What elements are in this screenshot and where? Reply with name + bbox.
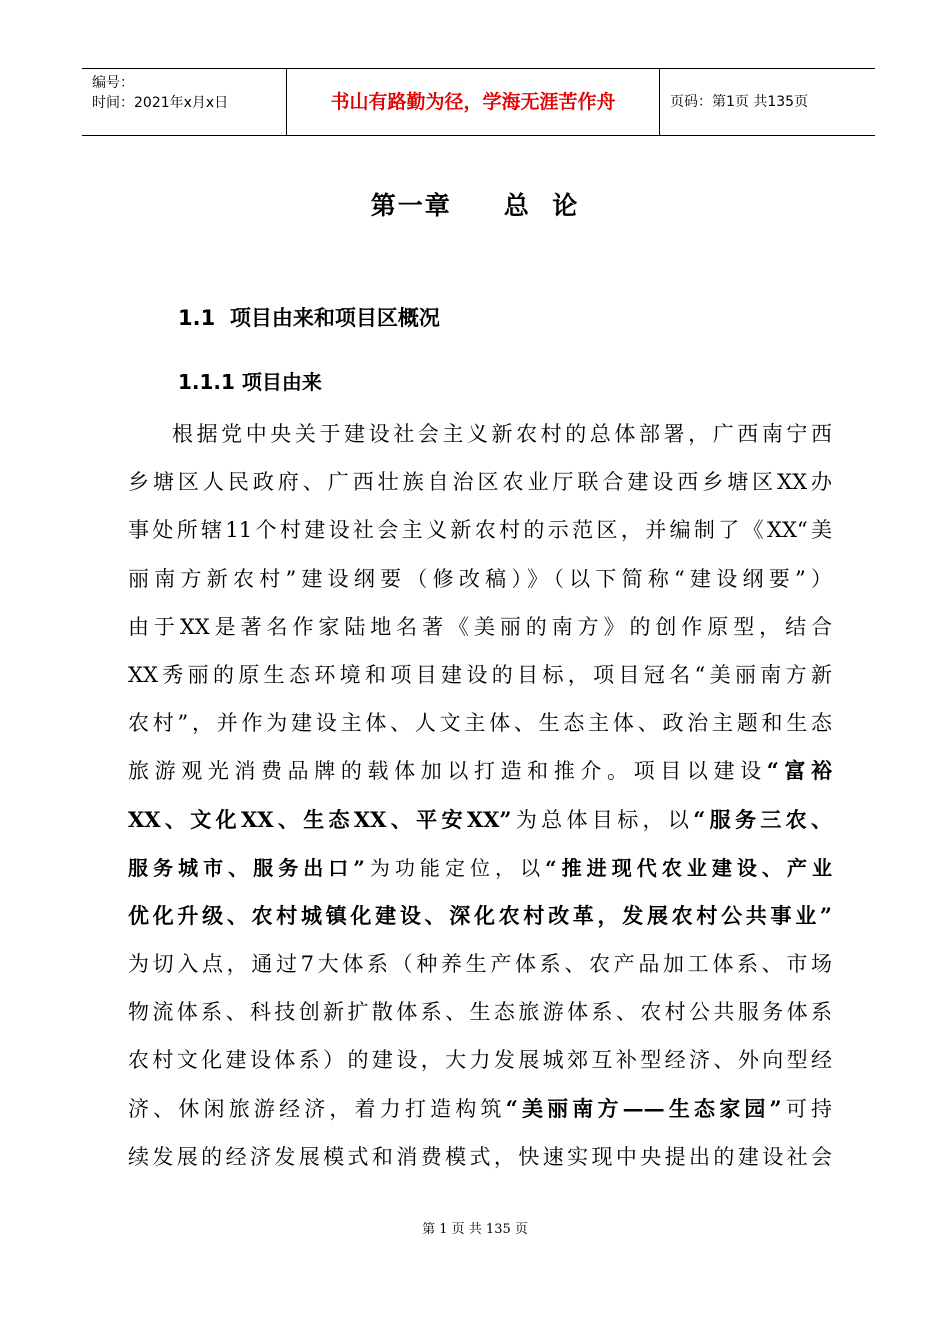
- body-line: 物流体系、科技创新扩散体系、生态旅游体系、农村公共服务体系: [128, 1000, 832, 1025]
- section-heading-1-1: 1.1 项目由来和项目区概况: [178, 306, 440, 330]
- date-label: 时间：2021年x月x日: [92, 95, 229, 111]
- body-line: [128, 796, 832, 844]
- page-header: [82, 68, 875, 136]
- page-footer: 第 1 页 共 135 页: [422, 1222, 528, 1237]
- body-bold-span: 优化升级、农村城镇化建设、深化农村改革，发展农村公共事业”: [128, 902, 832, 928]
- header-motto: 书山有路勤为径，学海无涯苦作舟: [287, 69, 660, 135]
- body-line: XX秀丽的原生态环境和项目建设的目标，项目冠名“美丽南方新: [128, 662, 832, 687]
- header-meta: [82, 69, 287, 135]
- body-text-span: 为功能定位，以: [364, 855, 546, 880]
- body-line: [128, 747, 832, 795]
- body-line: 农村文化建设体系）的建设，大力发展城郊互补型经济、外向型经: [128, 1048, 832, 1073]
- body-line: 丽南方新农村”建设纲要（修改稿）》（以下简称“建设纲要”）: [128, 566, 832, 591]
- body-line: 根据党中央关于建设社会主义新农村的总体部署，广西南宁西: [172, 422, 832, 446]
- body-bold-span: “美丽南方——生态家园”: [505, 1095, 782, 1121]
- body-bold-span: “服务三农、: [693, 806, 832, 832]
- body-line: 为切入点，通过7大体系（种养生产体系、农产品加工体系、市场: [128, 952, 832, 977]
- header-page-info: 页码：第1页 共135页: [670, 94, 809, 110]
- body-line: 由于XX是著名作家陆地名著《美丽的南方》的创作原型，结合: [128, 614, 832, 639]
- body-line: [128, 892, 832, 940]
- body-paragraph: [128, 410, 832, 1181]
- body-line: [128, 844, 832, 892]
- body-bold-span: 服务城市、服务出口”: [128, 855, 365, 880]
- body-bold-span: XX、文化XX、生态XX、平安XX”: [128, 806, 512, 832]
- body-text-span: 可持: [781, 1096, 832, 1121]
- body-bold-span: “推进现代农业建设、产业: [545, 855, 832, 880]
- body-line: 乡塘区人民政府、广西壮族自治区农业厅联合建设西乡塘区XX办: [128, 470, 832, 495]
- body-line: [128, 1085, 832, 1133]
- body-line: 事处所辖11个村建设社会主义新农村的示范区，并编制了《XX“美: [128, 518, 832, 543]
- body-text-span: 济、休闲旅游经济，着力打造构筑: [128, 1096, 506, 1121]
- chapter-title: 总 论: [503, 191, 580, 220]
- chapter-heading: [0, 186, 950, 222]
- body-line: 续发展的经济发展模式和消费模式，快速实现中央提出的建设社会: [128, 1144, 832, 1169]
- body-text-span: 为总体目标，以: [511, 807, 694, 832]
- section-heading-1-1-1: 1.1.1 项目由来: [178, 370, 322, 394]
- chapter-number: 第一章: [370, 191, 452, 220]
- body-bold-span: “富裕: [766, 758, 832, 784]
- body-text-span: 旅游观光消费品牌的载体加以打造和推介。项目以建设: [128, 759, 767, 784]
- body-line: 农村”，并作为建设主体、人文主体、生态主体、政治主题和生态: [128, 711, 832, 736]
- number-label: 编号：: [92, 75, 134, 91]
